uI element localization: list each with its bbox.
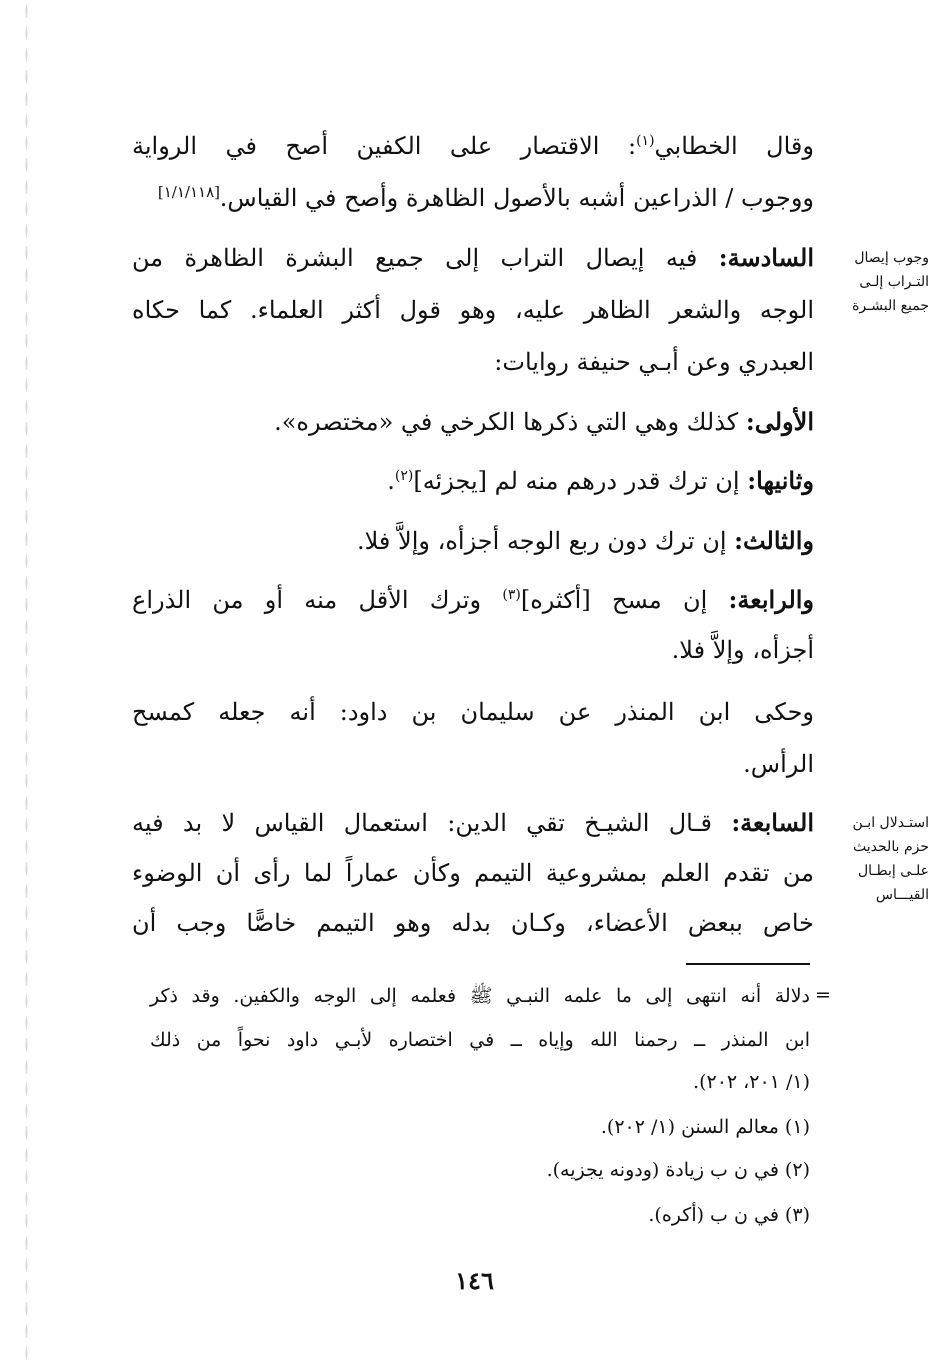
fourth-text-a: إن مسح [أكثره]: [520, 586, 708, 614]
footnote-continuation-line-3: (١/ ٢٠١، ٢٠٢).: [693, 1071, 810, 1093]
third-text: إن ترك دون ربع الوجه أجزأه، وإلاَّ فلا.: [356, 527, 727, 555]
intro-text-a: وقال الخطابي: [654, 132, 814, 160]
footnote-3: (٣) في ن ب (أكره).: [648, 1204, 810, 1226]
fourth-narration-line-2: أجزأه، وإلاَّ فلا.: [671, 636, 814, 664]
footnote-separator: [686, 963, 810, 965]
footnote-continuation-marker: =: [815, 984, 831, 1006]
sixth-line-1: [132, 238, 814, 278]
side-note-1-line: وجوب إيصال: [854, 250, 929, 266]
intro-line-2: ووجوب / الذراعين أشبه بالأصول الظاهرة وأصح في القياس.: [219, 184, 814, 212]
footnote-ref-3: (٣): [502, 587, 521, 603]
page-number: ١٤٦: [455, 1266, 494, 1295]
footnote-ref-1: (١): [636, 133, 655, 149]
page-reference-marker: [١/١/١١٨]: [157, 183, 220, 201]
mundhir-line-2: الرأس.: [743, 750, 814, 778]
third-heading: والثالث:: [734, 526, 814, 555]
sixth-line-3: العبدري وعن أبـي حنيفة روايات:: [494, 348, 814, 376]
sixth-text-1: فيه إيصال التراب إلى جميع البشرة الظاهرة من: [132, 244, 698, 272]
mundhir-line-1: وحكى ابن المنذر عن سليمان بن داود: أنه جعله كمسح: [132, 698, 814, 726]
side-note-2-line: حزم بالحديث: [853, 839, 929, 855]
side-note-2: [824, 811, 929, 907]
side-note-1-line: جميع البشـرة: [852, 298, 929, 314]
footnote-ref-2: (٢): [394, 468, 414, 484]
second-narration: وثانيها: إن ترك قدر درهم منه لم [يجزئه]$^{(٢)}$.: [387, 466, 814, 495]
fourth-text-b: وترك الأقل منه أو من الذراع: [132, 586, 482, 614]
second-text: إن ترك قدر درهم منه لم [يجزئه]: [413, 467, 740, 495]
intro-text-b: : الاقتصار على الكفين أصح في الرواية: [132, 132, 637, 160]
footnote-2: (٢) في ن ب زيادة (ودونه يجزيه).: [546, 1159, 810, 1181]
fourth-narration-line-1: [132, 580, 814, 620]
third-narration: [132, 521, 814, 561]
first-heading: الأولى:: [745, 407, 814, 436]
side-note-2-line: استـدلال ابـن: [852, 815, 929, 831]
seventh-heading: السابعة:: [731, 808, 814, 837]
seventh-line-2: من تقدم العلم بمشروعية التيمم وكأن عماراً لما رأى أن الوضوء: [132, 859, 814, 887]
side-note-1-line: التـراب إلـى: [859, 274, 929, 290]
seventh-text-1: قـال الشيـخ تقي الدين: استعمال القياس لا بد فيه: [132, 809, 712, 837]
first-text: كذلك وهي التي ذكرها الكرخي في «مختصره».: [274, 408, 739, 436]
fourth-heading: والرابعة:: [728, 585, 815, 614]
intro-line-1: [132, 126, 814, 166]
footnote-1: (١) معالم السنن (١/ ٢٠٢).: [600, 1116, 810, 1138]
footnote-continuation-line-2: ابن المنذر ــ رحمنا الله وإياه ــ في اختصاره لأبـي داود نحواً من ذلك: [150, 1029, 810, 1051]
sixth-line-2: الوجه والشعر الظاهر عليه، وهو قول أكثر العلماء. كما حكاه: [132, 296, 814, 324]
second-heading: وثانيها:: [747, 466, 814, 495]
seventh-line-3: خاص ببعض الأعضاء، وكـان بدله وهو التيمم خاصًّا وجب أن: [132, 909, 814, 937]
sixth-heading: السادسة:: [718, 243, 814, 272]
side-note-1: [824, 246, 929, 318]
side-note-2-line: علـى إبطـال: [857, 863, 929, 879]
first-narration: [132, 402, 814, 442]
side-note-2-line: القيـــاس: [875, 887, 929, 903]
seventh-line-1: [132, 803, 814, 843]
scan-margin-dots: [25, 0, 28, 1368]
footnote-continuation-line-1: دلالة أنه انتهى إلى ما علمه النبـي ﷺ فعلمه إلى الوجه والكفين. وقد ذكر: [150, 985, 810, 1007]
